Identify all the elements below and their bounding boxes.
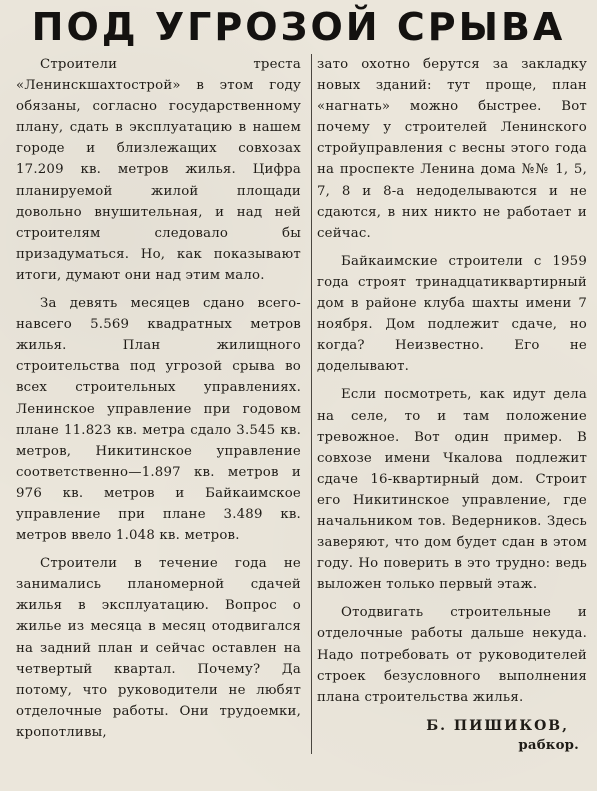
left-column [10, 54, 301, 784]
paragraph: Строители в течение года не занимались планомерной сдачей жилья в эксплуатацию. Вопрос о жилье из месяца в месяц отодвигался на задний план и сейчас оставлен на четвертый квартал. Почему? Да потому, что руководители не любят отделочные работы. Они трудоемки, кропотливы, [16, 556, 301, 740]
paragraph: зато охотно берутся за закладку новых зданий: тут проще, план «нагнать» можно быстрее. Вот почему у строителей Ленинского стройуправления с весны этого года на проспекте Ленина дома №№ 1, 5, 7, 8 и 8-а недоделываются и не сдаются, в них никто не работает и сейчас. [317, 57, 587, 241]
author-name: Б. ПИШИКОВ, [426, 717, 569, 734]
article-body [10, 54, 587, 784]
right-column [317, 54, 587, 784]
author-role: рабкор. [518, 737, 579, 753]
paragraph: Если посмотреть, как идут дела на селе, то и там положение тревожное. Вот один пример. В совхозе имени Чкалова подлежит сдаче 16-квартирный дом. Строит его Никитинское управление, где начальником тов. Ведерников. Здесь заверяют, что дом будет сдан в этом году. Но поверить в это трудно: ведь выложен только первый этаж. [317, 387, 587, 593]
paragraph: За девять месяцев сдано всего-навсего 5.569 квадратных метров жилья. План жилищного строительства под угрозой срыва во всех строительных управлениях. Ленинское управление при годовом плане 11.823 кв. метра сдало 3.545 кв. метров, Никитинское управление соответственно—1.897 кв. метров и 976 кв. метров и Байкаимское управление при плане 3.489 кв. метров ввело 1.048 кв. метров. [16, 296, 301, 544]
column-divider [311, 54, 312, 754]
paragraph: Байкаимские строители с 1959 года строят тринадцатиквартирный дом в районе клуба шахты имени 7 ноября. Дом подлежит сдаче, но когда? Неизвестно. Его не доделывают. [317, 253, 587, 375]
paragraph: Отодвигать строительные и отделочные работы дальше некуда. Надо потребовать от руководителей строек безусловного выполнения плана строительства жилья. [317, 605, 587, 705]
headline: ПОД УГРОЗОЙ СРЫВА [31, 5, 566, 49]
paragraph: Строители треста «Ленинскшахтострой» в этом году обязаны, согласно государственному плану, сдать в эксплуатацию в нашем городе и близлежащих совхозах 17.209 кв. метров жилья. Цифра планируемой жилой площади довольно внушительная, и над ней строителям следовало бы призадуматься. Но, как показывают итоги, думают они над этим мало. [16, 57, 301, 283]
